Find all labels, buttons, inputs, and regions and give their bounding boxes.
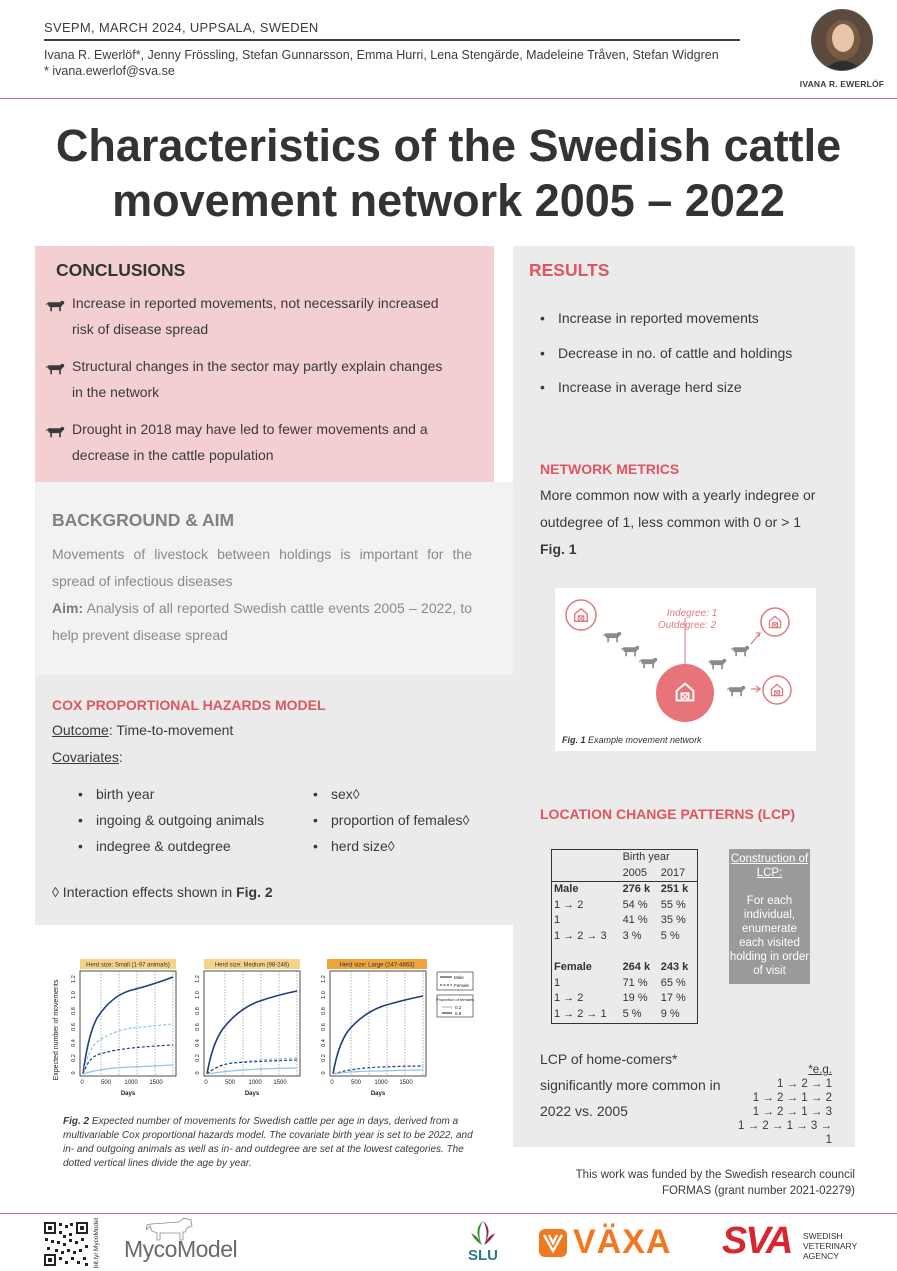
interaction-text: ◊ Interaction effects shown in	[52, 884, 237, 900]
cox-outcome	[52, 722, 233, 738]
x-tick: 0	[330, 1080, 334, 1086]
slu-leaf-icon	[463, 1219, 503, 1249]
conclusion-text: Drought in 2018 may have led to fewer movements and a	[72, 421, 428, 437]
indegree-label: Indegree: 1	[666, 608, 718, 619]
title-line-1: Characteristics of the Swedish cattle	[55, 120, 842, 171]
table-row	[552, 929, 698, 945]
cell-2005: 54 %	[622, 898, 648, 911]
farm-node	[763, 676, 791, 704]
conclusion-text: risk of disease spread	[72, 321, 209, 337]
fig2-panel-medium	[195, 959, 300, 1097]
list-item: • sex◊	[313, 781, 469, 807]
eg-line: 1 → 2 → 1 → 2	[752, 1092, 832, 1104]
covariate-list-left	[78, 781, 264, 859]
y-tick: 0.8	[321, 1007, 327, 1015]
slu-text: SLU	[468, 1247, 498, 1264]
fig1-network	[555, 588, 816, 751]
covariate-list-right	[313, 781, 469, 859]
conclusion-item	[46, 416, 476, 468]
y-tick: 1.0	[71, 991, 77, 999]
lcp-construction-box	[729, 849, 810, 984]
list-item: • Decrease in no. of cattle and holdings	[540, 340, 792, 375]
results-heading: RESULTS	[529, 260, 610, 280]
conference-label: SVEPM, MARCH 2024, UPPSALA, SWEDEN	[44, 20, 319, 35]
y-tick: 1.2	[321, 975, 327, 983]
eg-line: 1 → 2 → 1	[777, 1078, 832, 1090]
x-label: Days	[244, 1091, 260, 1097]
x-tick: 1500	[149, 1080, 163, 1086]
y-tick: 1.2	[71, 975, 77, 983]
authors: Ivana R. Ewerlöf*, Jenny Frössling, Stefan Gunnarsson, Emma Hurri, Lena Stengärde, Madeleine Tråven, Stefan Widgren	[44, 48, 719, 62]
list-item: • indegree & outdegree	[78, 833, 264, 859]
home-comers-text: LCP of home-comers* significantly more common in 2022 vs. 2005	[540, 1051, 721, 1119]
x-tick: 1000	[124, 1080, 138, 1086]
background-text	[52, 541, 472, 649]
cow-icon	[708, 659, 726, 670]
row-label: 1	[554, 976, 561, 989]
cox-covariates	[52, 749, 123, 765]
cell-2005: 41 %	[622, 914, 648, 927]
cow-icon	[639, 658, 657, 669]
y-tick: 0.8	[195, 1007, 201, 1015]
table-row	[552, 945, 698, 961]
row-label: 1 → 2 → 1	[554, 1007, 607, 1020]
header-divider	[44, 39, 740, 41]
cow-icon	[727, 686, 745, 697]
list-item: • birth year	[78, 781, 264, 807]
presenter-name: IVANA R. EWERLÖF	[799, 79, 885, 89]
table-row	[552, 913, 698, 929]
cell-2017: 35 %	[660, 914, 686, 927]
covariates-colon: :	[118, 749, 123, 765]
caption-label: Fig. 2	[63, 1116, 90, 1127]
outdegree-label: Outdegree: 2	[657, 620, 717, 631]
y-tick: 0.4	[195, 1039, 201, 1047]
list-item: • Increase in reported movements	[540, 305, 792, 340]
cell-2005	[621, 945, 659, 961]
aim-text: Analysis of all reported Swedish cattle events 2005 – 2022, to help prevent disease spread	[52, 600, 472, 643]
row-label: Female	[554, 961, 592, 974]
y-tick: 0.4	[321, 1039, 327, 1047]
qr-link-text: bit.ly/ MycoModel	[93, 1217, 100, 1268]
outcome-label: Outcome	[52, 722, 109, 738]
cell-2005: 264 k	[622, 961, 651, 974]
conclusion-item	[46, 290, 476, 342]
row-label: 1	[554, 914, 561, 927]
panel-title: Herd size: Small (1-97 animals)	[86, 962, 170, 969]
fig2-chart	[52, 955, 474, 1105]
conclusion-item	[46, 353, 476, 405]
x-label: Days	[120, 1091, 136, 1097]
poster-title	[20, 118, 877, 228]
funding-note: This work was funded by the Swedish research council FORMAS (grant number 2021-02279)	[575, 1169, 855, 1197]
network-metrics-paragraph: More common now with a yearly indegree or outdegree of 1, less common with 0 or > 1	[540, 487, 816, 530]
table-row	[552, 960, 698, 976]
y-tick: 1.0	[321, 991, 327, 999]
year-2017: 2017	[659, 866, 698, 882]
cox-heading: COX PROPORTIONAL HAZARDS MODEL	[52, 697, 326, 713]
network-metrics-text	[540, 482, 845, 563]
y-tick: 0.6	[195, 1023, 201, 1031]
x-label: Days	[370, 1091, 386, 1097]
cell-2005: 19 %	[622, 992, 648, 1005]
vaxa-icon	[539, 1229, 567, 1257]
y-tick: 1.2	[195, 975, 201, 983]
list-item: • herd size◊	[313, 833, 469, 859]
cell-2017: 65 %	[660, 976, 686, 989]
aim-paragraph	[52, 595, 472, 649]
legend-male: Male	[454, 975, 464, 980]
conclusion-text: Structural changes in the sector may partly explain changes	[72, 358, 443, 374]
table-header: Birth year	[622, 851, 670, 863]
row-label	[552, 945, 621, 961]
cow-icon	[603, 632, 621, 643]
lcp-examples	[730, 1063, 832, 1147]
x-tick: 500	[224, 1080, 236, 1086]
table-row	[552, 976, 698, 992]
sva-line: VETERINARY	[803, 1241, 858, 1251]
background-heading: BACKGROUND & AIM	[52, 510, 235, 530]
x-tick: 1500	[273, 1080, 287, 1086]
cow-icon	[621, 646, 639, 657]
caption-text: Expected number of movements for Swedish cattle per age in days, derived from a multivariable Cox proportional hazards model. The covariate birth year is set to be 2022, and in- and outgoing animals as well as in- and outdegree are set at the lowest categories. The dotted vertical lines divide the age by year.	[63, 1116, 473, 1169]
farm-node	[761, 608, 789, 636]
caption-label: Fig. 1	[562, 735, 586, 745]
contact-email: * ivana.ewerlof@sva.se	[44, 64, 175, 78]
list-item: • proportion of females◊	[313, 807, 469, 833]
cow-icon	[46, 299, 66, 312]
sva-line: AGENCY	[803, 1251, 839, 1261]
fig1-ref: Fig. 1	[540, 541, 577, 557]
row-label: 1 → 2	[554, 898, 584, 911]
fig2-ylabel: Expected number of movements	[53, 979, 60, 1081]
cell-2017: 243 k	[660, 961, 689, 974]
background-paragraph: Movements of livestock between holdings is important for the spread of infectious diseases	[52, 546, 472, 589]
cell-2005: 71 %	[622, 976, 648, 989]
covariates-label: Covariates	[52, 749, 119, 765]
x-tick: 1500	[399, 1080, 413, 1086]
conclusion-text: in the network	[72, 384, 160, 400]
eg-line: 1 → 2 → 1 → 3	[752, 1106, 832, 1118]
qr-link[interactable]	[93, 1217, 105, 1268]
panel-title: Herd size: Medium (98-246)	[214, 962, 290, 969]
table-row	[552, 882, 698, 898]
cell-2017: 9 %	[660, 1007, 680, 1020]
title-line-2: movement network 2005 – 2022	[112, 175, 785, 226]
row-label: 1 → 2	[554, 992, 584, 1005]
conclusion-text: Increase in reported movements, not necessarily increased	[72, 295, 439, 311]
list-item: • Increase in average herd size	[540, 374, 792, 409]
cell-2017: 55 %	[660, 898, 686, 911]
outcome-text: : Time-to-movement	[108, 722, 234, 738]
interaction-note	[52, 884, 273, 900]
construction-text: For each individual, enumerate each visited holding in order of visit	[729, 895, 810, 977]
vaxa-logo: VÄXA	[573, 1223, 672, 1261]
table-row	[552, 991, 698, 1007]
list-item: • ingoing & outgoing animals	[78, 807, 264, 833]
cell-2017: 17 %	[660, 992, 686, 1005]
x-tick: 0	[80, 1080, 84, 1086]
panel-title: Herd size: Large (247-4863)	[339, 962, 415, 969]
y-tick: 0.6	[321, 1023, 327, 1031]
network-metrics-heading: NETWORK METRICS	[540, 461, 680, 477]
row-label: 1 → 2 → 3	[554, 929, 607, 942]
legend-prop-low: 0.2	[455, 1005, 462, 1010]
caption-text: Example movement network	[585, 735, 702, 745]
slu-logo	[463, 1219, 503, 1267]
y-tick: 0.2	[195, 1054, 201, 1062]
fig2-caption	[63, 1115, 473, 1171]
y-tick: 0.6	[71, 1023, 77, 1031]
row-label: Male	[554, 883, 579, 896]
y-tick: 0.4	[71, 1039, 77, 1047]
sva-fullname	[803, 1231, 857, 1261]
lcp-heading: LOCATION CHANGE PATTERNS (LCP)	[540, 806, 796, 822]
fig2-panel-large	[321, 959, 427, 1097]
y-tick: 0	[71, 1071, 77, 1075]
y-tick: 1.0	[195, 991, 201, 999]
sva-logo: SVA	[722, 1220, 792, 1262]
legend-prop-title: Proportion of females	[435, 997, 474, 1002]
results-list	[540, 305, 792, 409]
cell-2005: 276 k	[622, 883, 651, 896]
cell-2005: 5 %	[622, 1007, 642, 1020]
y-tick: 0	[321, 1071, 327, 1075]
cell-2005: 3 %	[622, 929, 642, 942]
mycomodel-logo: MycoModel	[124, 1236, 238, 1262]
legend-prop-high: 0.9	[455, 1011, 462, 1016]
cow-icon	[46, 425, 66, 438]
x-tick: 500	[100, 1080, 112, 1086]
cell-2017: 5 %	[660, 929, 680, 942]
aim-label: Aim:	[52, 600, 84, 616]
year-2005: 2005	[621, 866, 659, 882]
x-tick: 500	[350, 1080, 362, 1086]
table-row	[552, 1007, 698, 1023]
cell-2017	[659, 945, 698, 961]
presenter-avatar	[811, 9, 873, 71]
conclusions-heading: CONCLUSIONS	[56, 260, 186, 280]
y-tick: 0	[195, 1071, 201, 1075]
table-row	[552, 898, 698, 914]
x-tick: 1000	[248, 1080, 262, 1086]
cow-icon	[46, 362, 66, 375]
y-tick: 0.8	[71, 1007, 77, 1015]
y-tick: 0.2	[321, 1054, 327, 1062]
construction-title: Construction of LCP:	[730, 853, 809, 879]
interaction-fig-ref: Fig. 2	[236, 884, 273, 900]
x-tick: 0	[204, 1080, 208, 1086]
conclusion-text: decrease in the cattle population	[72, 447, 274, 463]
cell-2017: 251 k	[660, 883, 689, 896]
fig1-caption	[562, 735, 702, 745]
table-year-row	[552, 866, 698, 882]
bottom-divider	[0, 1213, 897, 1214]
qr-code[interactable]	[43, 1221, 89, 1267]
y-tick: 0.2	[71, 1054, 77, 1062]
eg-line: 1 → 2 → 1 → 3 → 1	[738, 1120, 832, 1146]
farm-node	[566, 600, 596, 630]
sva-line: SWEDISH	[803, 1231, 843, 1241]
fig2-legend	[436, 972, 474, 1017]
table-header-row	[552, 850, 698, 866]
eg-label: *e.g.	[808, 1064, 832, 1076]
fig2-panel-small	[71, 959, 176, 1097]
legend-female: Female	[454, 983, 470, 988]
lcp-table	[551, 849, 698, 1024]
x-tick: 1000	[374, 1080, 388, 1086]
cow-icon	[731, 646, 749, 657]
top-divider	[0, 98, 897, 99]
